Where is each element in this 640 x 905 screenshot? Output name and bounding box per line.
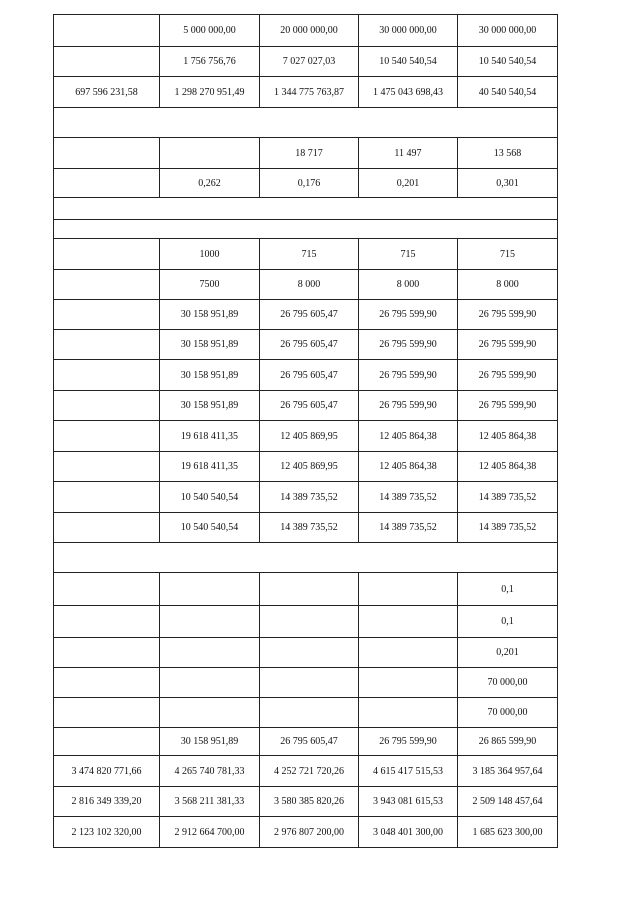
table-row (54, 198, 558, 220)
table-cell: 0,201 (359, 169, 458, 198)
table-cell (54, 270, 160, 300)
table-row (54, 421, 558, 452)
table-row (54, 391, 558, 421)
table-cell: 3 943 081 615,53 (359, 787, 458, 817)
table-cell: 26 795 599,90 (458, 300, 558, 330)
table-cell: 3 568 211 381,33 (160, 787, 260, 817)
table-cell: 26 865 599,90 (458, 728, 558, 756)
table-cell: 1000 (160, 239, 260, 270)
table-cell: 26 795 605,47 (260, 360, 359, 391)
table-row (54, 330, 558, 360)
table-cell: 26 795 599,90 (359, 391, 458, 421)
table-cell: 14 389 735,52 (458, 482, 558, 513)
table-row (54, 239, 558, 270)
table-cell: 30 000 000,00 (359, 15, 458, 47)
table-cell (160, 698, 260, 728)
table-row (54, 543, 558, 573)
table-cell: 4 252 721 720,26 (260, 756, 359, 787)
table-cell: 19 618 411,35 (160, 421, 260, 452)
table-cell: 30 158 951,89 (160, 300, 260, 330)
table-cell: 19 618 411,35 (160, 452, 260, 482)
table-cell: 14 389 735,52 (260, 513, 359, 543)
table-cell (54, 47, 160, 77)
table-cell (160, 138, 260, 169)
table-cell: 14 389 735,52 (359, 513, 458, 543)
table-cell: 10 540 540,54 (458, 47, 558, 77)
table-cell: 20 000 000,00 (260, 15, 359, 47)
table-cell: 8 000 (458, 270, 558, 300)
table-cell (359, 668, 458, 698)
section-row-cell (54, 220, 558, 239)
table-cell (260, 573, 359, 606)
section-row-cell (54, 108, 558, 138)
table-cell (260, 638, 359, 668)
table-body (54, 15, 558, 848)
table-cell: 4 615 417 515,53 (359, 756, 458, 787)
table-cell: 3 580 385 820,26 (260, 787, 359, 817)
table-cell: 8 000 (359, 270, 458, 300)
table-cell: 5 000 000,00 (160, 15, 260, 47)
table-cell: 13 568 (458, 138, 558, 169)
table-cell: 1 298 270 951,49 (160, 77, 260, 108)
table-cell: 3 185 364 957,64 (458, 756, 558, 787)
table-cell: 26 795 599,90 (359, 300, 458, 330)
table-cell: 4 265 740 781,33 (160, 756, 260, 787)
table-cell (54, 360, 160, 391)
table-cell: 12 405 864,38 (359, 452, 458, 482)
table-cell: 7 027 027,03 (260, 47, 359, 77)
table-cell (54, 15, 160, 47)
table-cell: 7500 (160, 270, 260, 300)
table-cell (160, 573, 260, 606)
table-cell: 12 405 864,38 (359, 421, 458, 452)
table-cell: 0,1 (458, 606, 558, 638)
table-cell (260, 698, 359, 728)
table-cell (54, 239, 160, 270)
table-cell: 697 596 231,58 (54, 77, 160, 108)
table-cell (54, 391, 160, 421)
table-cell: 30 000 000,00 (458, 15, 558, 47)
table-cell: 2 123 102 320,00 (54, 817, 160, 848)
table-cell: 26 795 599,90 (359, 728, 458, 756)
table-cell: 12 405 864,38 (458, 452, 558, 482)
section-row-cell (54, 543, 558, 573)
table-cell (54, 698, 160, 728)
table-row (54, 220, 558, 239)
table-cell: 2 816 349 339,20 (54, 787, 160, 817)
table-cell: 70 000,00 (458, 698, 558, 728)
table-row (54, 77, 558, 108)
table-cell (54, 728, 160, 756)
table-cell: 1 475 043 698,43 (359, 77, 458, 108)
table-cell: 2 509 148 457,64 (458, 787, 558, 817)
table-cell (54, 169, 160, 198)
table-cell: 715 (260, 239, 359, 270)
table-cell: 30 158 951,89 (160, 360, 260, 391)
table-row (54, 606, 558, 638)
table-cell: 1 344 775 763,87 (260, 77, 359, 108)
table-cell: 715 (458, 239, 558, 270)
table-row (54, 573, 558, 606)
table-cell: 10 540 540,54 (359, 47, 458, 77)
table-cell (54, 330, 160, 360)
table-cell: 1 756 756,76 (160, 47, 260, 77)
table-cell (54, 638, 160, 668)
table-row (54, 638, 558, 668)
table-cell (54, 421, 160, 452)
table-cell: 26 795 605,47 (260, 391, 359, 421)
table-cell (359, 606, 458, 638)
table-cell (54, 513, 160, 543)
table-cell: 12 405 869,95 (260, 452, 359, 482)
table-row (54, 817, 558, 848)
table-cell: 14 389 735,52 (458, 513, 558, 543)
table-cell: 10 540 540,54 (160, 482, 260, 513)
table-row (54, 360, 558, 391)
table-row (54, 698, 558, 728)
table-cell: 26 795 599,90 (359, 330, 458, 360)
table-cell: 26 795 599,90 (458, 391, 558, 421)
table-cell: 30 158 951,89 (160, 330, 260, 360)
table-cell (54, 300, 160, 330)
table-cell: 8 000 (260, 270, 359, 300)
table-cell: 0,262 (160, 169, 260, 198)
table-cell: 2 912 664 700,00 (160, 817, 260, 848)
table-cell: 40 540 540,54 (458, 77, 558, 108)
table-row (54, 169, 558, 198)
table-row (54, 728, 558, 756)
table-cell: 3 048 401 300,00 (359, 817, 458, 848)
table-row (54, 668, 558, 698)
table-cell: 0,1 (458, 573, 558, 606)
table-cell: 12 405 864,38 (458, 421, 558, 452)
table-cell: 3 474 820 771,66 (54, 756, 160, 787)
table-cell: 30 158 951,89 (160, 391, 260, 421)
table-cell: 14 389 735,52 (260, 482, 359, 513)
table-row (54, 482, 558, 513)
table-cell (54, 452, 160, 482)
table-row (54, 108, 558, 138)
table-cell: 14 389 735,52 (359, 482, 458, 513)
table-cell (359, 638, 458, 668)
table-cell (54, 668, 160, 698)
table-cell (260, 668, 359, 698)
table-cell: 26 795 599,90 (359, 360, 458, 391)
table-cell: 18 717 (260, 138, 359, 169)
table-row (54, 15, 558, 47)
table-cell: 715 (359, 239, 458, 270)
table-cell: 30 158 951,89 (160, 728, 260, 756)
table-row (54, 300, 558, 330)
table-row (54, 270, 558, 300)
table-cell (54, 138, 160, 169)
table-cell (160, 668, 260, 698)
table-cell: 70 000,00 (458, 668, 558, 698)
section-row-cell (54, 198, 558, 220)
data-table (53, 14, 558, 848)
table-cell: 26 795 599,90 (458, 330, 558, 360)
table-cell: 0,201 (458, 638, 558, 668)
table-row (54, 138, 558, 169)
table-cell: 26 795 605,47 (260, 728, 359, 756)
table-cell: 2 976 807 200,00 (260, 817, 359, 848)
table-row (54, 452, 558, 482)
table-cell: 10 540 540,54 (160, 513, 260, 543)
table-cell (160, 606, 260, 638)
table-row (54, 47, 558, 77)
table-cell (54, 606, 160, 638)
table-cell (359, 698, 458, 728)
table-cell: 26 795 599,90 (458, 360, 558, 391)
table-cell: 1 685 623 300,00 (458, 817, 558, 848)
table-cell (359, 573, 458, 606)
table-cell (160, 638, 260, 668)
table-cell (54, 573, 160, 606)
table-cell: 11 497 (359, 138, 458, 169)
table-cell: 0,176 (260, 169, 359, 198)
table-row (54, 756, 558, 787)
table-cell (54, 482, 160, 513)
table-cell (260, 606, 359, 638)
table-row (54, 513, 558, 543)
table-cell: 0,301 (458, 169, 558, 198)
table-cell: 26 795 605,47 (260, 330, 359, 360)
table-row (54, 787, 558, 817)
table-cell: 26 795 605,47 (260, 300, 359, 330)
table-cell: 12 405 869,95 (260, 421, 359, 452)
